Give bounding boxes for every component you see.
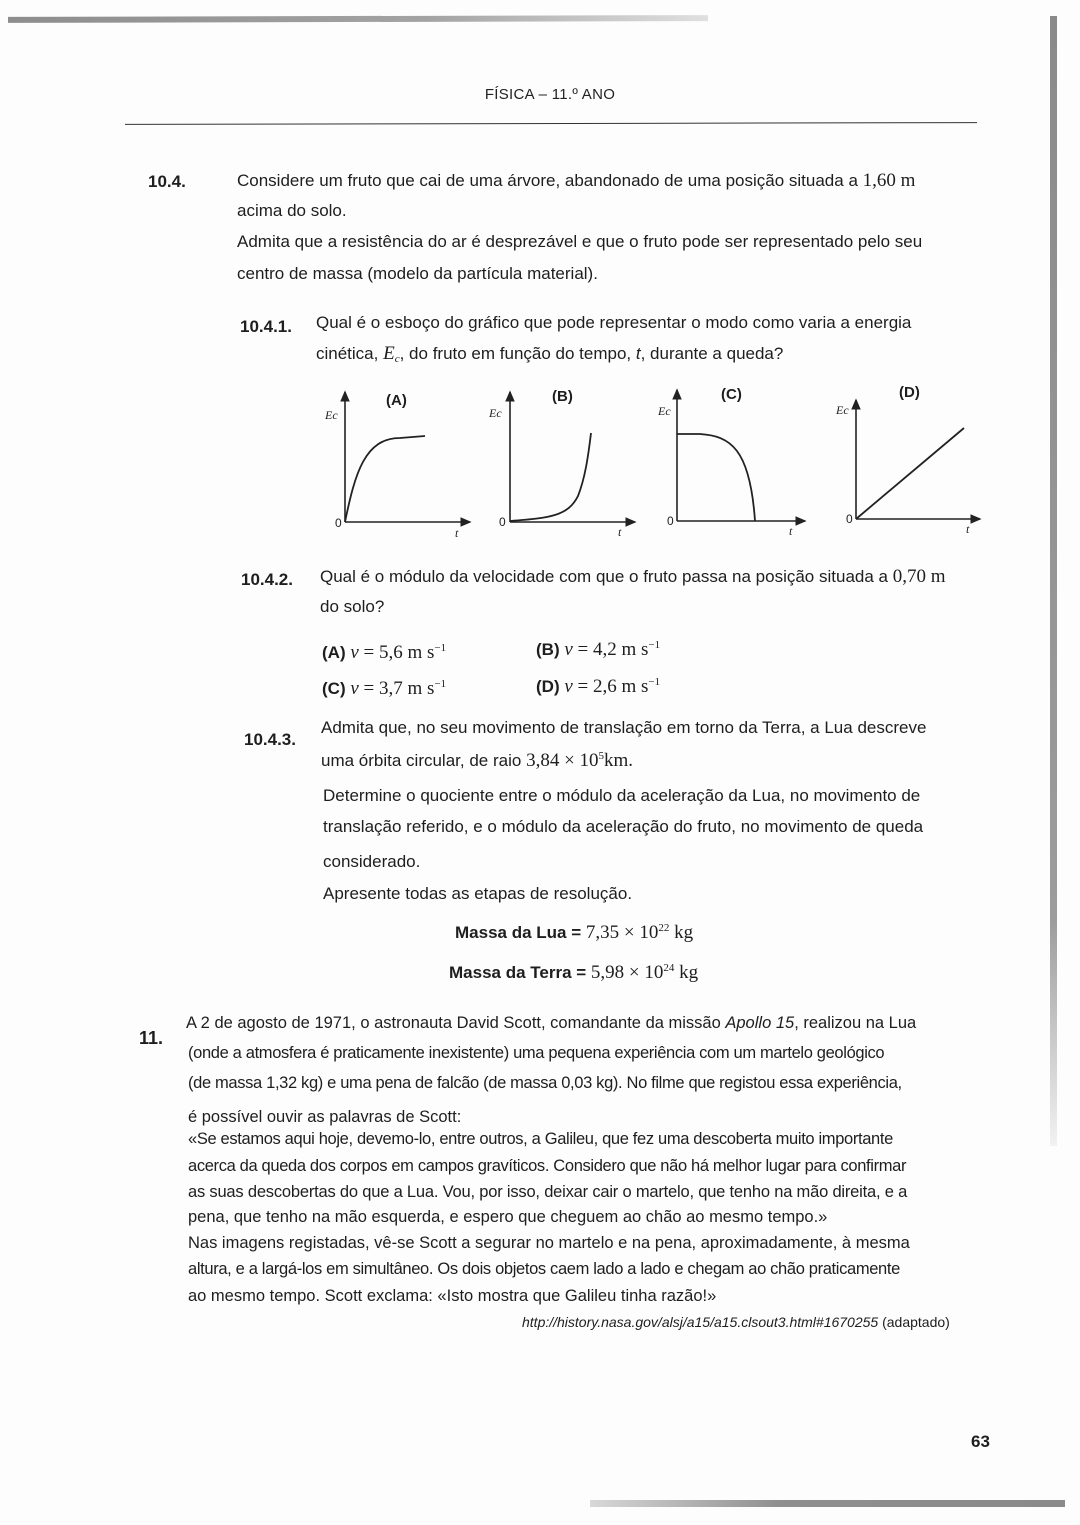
exponent: 5 bbox=[598, 750, 605, 762]
graph-d bbox=[856, 400, 980, 519]
text-run: uma órbita circular, de raio bbox=[321, 751, 522, 770]
exponent: −1 bbox=[434, 642, 447, 654]
curve bbox=[677, 434, 755, 521]
exponent: 24 bbox=[663, 962, 675, 974]
option-letter: (B) bbox=[536, 640, 560, 659]
question-text: (de massa 1,32 kg) e uma pena de falcão (de massa 0,03 kg). No filme que registou essa experiência, bbox=[188, 1074, 902, 1092]
data-label: Massa da Lua = bbox=[455, 923, 582, 942]
graph-b-origin: 0 bbox=[499, 515, 506, 529]
source-url[interactable]: http://history.nasa.gov/alsj/a15/a15.clsout3.html#1670255 bbox=[522, 1314, 879, 1330]
velocity-symbol: v bbox=[564, 676, 573, 697]
question-text: altura, e a largá-los em simultâneo. Os dois objetos caem lado a lado e chegam ao chão praticamente bbox=[188, 1260, 900, 1278]
question-text: ao mesmo tempo. Scott exclama: «Isto mostra que Galileu tinha razão!» bbox=[188, 1287, 717, 1305]
text-run: Considere um fruto que cai de uma árvore, abandonado de uma posição situada a bbox=[237, 171, 858, 190]
mantissa: 5,98 × 10 bbox=[590, 962, 664, 983]
question-text: do solo? bbox=[320, 597, 385, 616]
graph-a-y-label: Ec bbox=[325, 408, 338, 422]
value-text: = 5,6 m s bbox=[363, 642, 435, 663]
question-text: Apresente todas as etapas de resolução. bbox=[323, 884, 633, 903]
mission-name: Apollo 15 bbox=[725, 1014, 795, 1032]
option-value bbox=[578, 676, 661, 697]
question-text: translação referido, e o módulo da aceleração do fruto, no movimento de queda bbox=[323, 817, 924, 836]
question-text: Admita que, no seu movimento de translação em torno da Terra, a Lua descreve bbox=[321, 718, 927, 737]
graph-b-x-label: t bbox=[618, 525, 622, 539]
option-letter: (D) bbox=[536, 677, 560, 696]
graph-b-label: (B) bbox=[552, 388, 573, 405]
data-label: Massa da Terra = bbox=[449, 963, 587, 982]
question-text: acima do solo. bbox=[237, 201, 347, 220]
text-run: A 2 de agosto de 1971, o astronauta David Scott, comandante da missão bbox=[186, 1014, 721, 1032]
question-number: 10.4.1. bbox=[240, 317, 292, 336]
question-text: considerado. bbox=[323, 852, 421, 871]
data-value bbox=[591, 962, 698, 983]
text-run: , durante a queda? bbox=[640, 344, 784, 363]
option-value bbox=[364, 678, 447, 699]
velocity-symbol: v bbox=[350, 642, 359, 663]
mantissa: 3,84 × 10 bbox=[526, 750, 599, 771]
question-text bbox=[320, 566, 946, 588]
graph-b-y-label: Ec bbox=[489, 406, 502, 420]
height-value: 1,60 m bbox=[862, 170, 916, 191]
unit: km. bbox=[604, 750, 634, 771]
ec-symbol bbox=[383, 343, 400, 364]
data-value bbox=[586, 922, 693, 943]
scan-edge-right bbox=[1050, 16, 1057, 1146]
graph-c bbox=[677, 390, 805, 521]
scan-edge-bottom bbox=[590, 1500, 1065, 1507]
option-a[interactable] bbox=[322, 642, 446, 664]
ec-letter: E bbox=[383, 343, 395, 364]
question-text: (onde a atmosfera é praticamente inexistente) uma pequena experiência com um martelo geológico bbox=[188, 1044, 885, 1062]
option-b[interactable] bbox=[536, 639, 660, 661]
question-text: é possível ouvir as palavras de Scott: bbox=[188, 1108, 462, 1126]
earth-mass bbox=[449, 962, 698, 984]
graph-c-x-label: t bbox=[789, 524, 793, 538]
text-run: Qual é o módulo da velocidade com que o fruto passa na posição situada a bbox=[320, 567, 888, 586]
question-text bbox=[237, 170, 915, 192]
question-number: 10.4. bbox=[148, 172, 186, 191]
question-text bbox=[321, 750, 633, 772]
option-c[interactable] bbox=[322, 678, 446, 700]
unit: kg bbox=[679, 962, 699, 983]
option-letter: (C) bbox=[322, 679, 346, 698]
velocity-symbol: v bbox=[350, 678, 359, 699]
unit: kg bbox=[674, 922, 694, 943]
graph-a-x-label: t bbox=[455, 526, 459, 540]
question-text: centro de massa (modelo da partícula material). bbox=[237, 264, 598, 283]
text-run: , realizou na Lua bbox=[794, 1014, 917, 1032]
question-text: Nas imagens registadas, vê-se Scott a segurar no martelo e na pena, aproximadamente, à mesma bbox=[188, 1234, 910, 1252]
question-text: Admita que a resistência do ar é desprezável e que o fruto pode ser representado pelo seu bbox=[237, 232, 923, 251]
curve bbox=[345, 436, 425, 522]
question-text: Qual é o esboço do gráfico que pode representar o modo como varia a energia bbox=[316, 313, 912, 332]
header-divider bbox=[125, 122, 977, 125]
source-note: (adaptado) bbox=[882, 1314, 950, 1330]
text-run: cinética, bbox=[316, 344, 379, 363]
text-run: , do fruto em função do tempo, bbox=[399, 344, 632, 363]
graph-d-x-label: t bbox=[966, 522, 970, 536]
graph-c-label: (C) bbox=[721, 386, 742, 403]
question-text bbox=[316, 343, 783, 365]
position-value: 0,70 m bbox=[892, 566, 946, 587]
curve bbox=[856, 428, 964, 519]
page-number: 63 bbox=[971, 1432, 990, 1451]
question-number: 11. bbox=[139, 1028, 164, 1048]
t-symbol: t bbox=[635, 344, 641, 363]
value-text: = 4,2 m s bbox=[577, 639, 649, 660]
value-text: = 3,7 m s bbox=[363, 678, 435, 699]
moon-mass bbox=[455, 922, 693, 944]
option-value bbox=[578, 639, 661, 660]
graph-c-y-label: Ec bbox=[658, 404, 671, 418]
page-header: FÍSICA – 11.º ANO bbox=[484, 86, 616, 103]
curve bbox=[510, 433, 591, 521]
quote-text: as suas descobertas do que a Lua. Vou, por isso, deixar cair o martelo, que tenho na mão direita, e a bbox=[188, 1183, 908, 1201]
graph-a-origin: 0 bbox=[335, 516, 342, 530]
quote-text: «Se estamos aqui hoje, devemo-lo, entre outros, a Galileu, que fez uma descoberta muito importante bbox=[188, 1130, 893, 1148]
question-text bbox=[186, 1014, 916, 1033]
exponent: −1 bbox=[434, 678, 447, 690]
velocity-symbol: v bbox=[564, 639, 573, 660]
question-number: 10.4.2. bbox=[241, 570, 293, 589]
quote-text: acerca da queda dos corpos em campos gravíticos. Considero que não há melhor lugar para confirmar bbox=[188, 1157, 907, 1175]
mantissa: 7,35 × 10 bbox=[585, 922, 659, 943]
option-value bbox=[364, 642, 447, 663]
exponent: −1 bbox=[648, 676, 661, 688]
scan-edge-top bbox=[8, 15, 708, 23]
graph-a-label: (A) bbox=[386, 392, 407, 409]
radius-value bbox=[526, 750, 633, 771]
graph-d-label: (D) bbox=[899, 384, 920, 401]
value-text: = 2,6 m s bbox=[577, 676, 649, 697]
source-citation bbox=[522, 1314, 950, 1330]
ec-subscript: c bbox=[394, 353, 400, 365]
question-number: 10.4.3. bbox=[244, 730, 296, 749]
graph-d-y-label: Ec bbox=[836, 403, 849, 417]
graph-a bbox=[345, 392, 470, 522]
exponent: −1 bbox=[648, 639, 661, 651]
exponent: 22 bbox=[658, 922, 670, 934]
graph-d-origin: 0 bbox=[846, 512, 853, 526]
question-text: Determine o quociente entre o módulo da aceleração da Lua, no movimento de bbox=[323, 786, 921, 805]
option-letter: (A) bbox=[322, 643, 346, 662]
graph-b bbox=[510, 392, 635, 522]
quote-text: pena, que tenho na mão esquerda, e espero que cheguem ao chão ao mesmo tempo.» bbox=[188, 1208, 828, 1226]
option-d[interactable] bbox=[536, 676, 660, 698]
graph-c-origin: 0 bbox=[667, 514, 674, 528]
